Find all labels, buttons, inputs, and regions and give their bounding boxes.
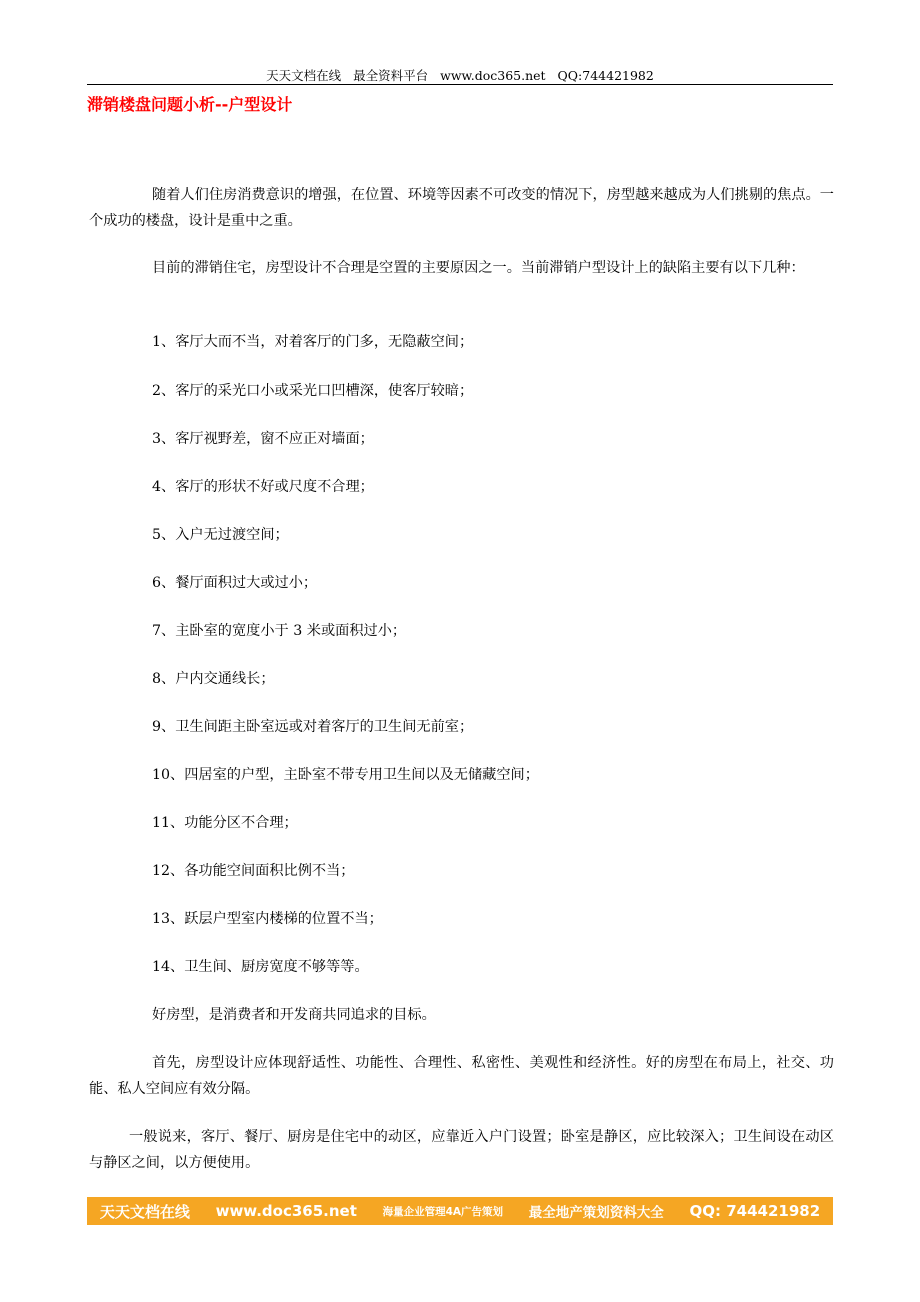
footer-site-name: 天天文档在线 [99, 1202, 190, 1221]
list-item: 14、卫生间、厨房宽度不够等等。 [152, 959, 369, 975]
page-header [87, 66, 833, 84]
footer-tagline: 海量企业管理4A广告策划 [382, 1205, 504, 1218]
list-item: 8、户内交通线长； [152, 671, 275, 687]
header-site-name: 天天文档在线 [266, 68, 342, 83]
document-title: 滞销楼盘问题小析--户型设计 [87, 95, 293, 114]
footer-banner[interactable] [87, 1197, 833, 1225]
header-slogan: 最全资料平台 [353, 68, 429, 83]
list-item: 5、入户无过渡空间； [152, 527, 289, 543]
header-qq: QQ:744421982 [557, 68, 654, 83]
list-item: 4、客厅的形状不好或尺度不合理； [152, 479, 374, 495]
paragraph-intro: 随着人们住房消费意识的增强，在位置、环境等因素不可改变的情况下，房型越来越成为人们挑剔的焦点。一个成功的楼盘，设计是重中之重。 [89, 187, 834, 229]
list-item: 6、餐厅面积过大或过小； [152, 575, 318, 591]
footer-url[interactable]: www.doc365.net [215, 1202, 357, 1220]
paragraph-zoning: 一般说来，客厅、餐厅、厨房是住宅中的动区，应靠近入户门设置；卧室是静区，应比较深入；卫生间设在动区与静区之间，以方便使用。 [89, 1129, 834, 1171]
paragraph-goal: 好房型，是消费者和开发商共同追求的目标。 [152, 1007, 436, 1023]
list-item: 13、跃层户型室内楼梯的位置不当； [152, 911, 383, 927]
header-divider [87, 84, 833, 85]
list-item: 10、四居室的户型，主卧室不带专用卫生间以及无储藏空间； [152, 767, 539, 783]
list-item: 2、客厅的采光口小或采光口凹槽深，使客厅较暗； [152, 383, 474, 399]
list-item: 3、客厅视野差，窗不应正对墙面； [152, 431, 374, 447]
footer-qq: QQ: 744421982 [689, 1202, 821, 1220]
header-url[interactable]: www.doc365.net [440, 68, 546, 83]
list-item: 9、卫生间距主卧室远或对着客厅的卫生间无前室； [152, 719, 474, 735]
footer-tagline-2: 最全地产策划资料大全 [528, 1205, 664, 1221]
paragraph-principles: 首先，房型设计应体现舒适性、功能性、合理性、私密性、美观性和经济性。好的房型在布局上，社交、功能、私人空间应有效分隔。 [89, 1055, 834, 1097]
paragraph-defects-intro: 目前的滞销住宅，房型设计不合理是空置的主要原因之一。当前滞销户型设计上的缺陷主要有以下几种： [152, 260, 805, 276]
list-item: 11、功能分区不合理； [152, 815, 298, 831]
list-item: 7、主卧室的宽度小于 3 米或面积过小； [152, 623, 407, 639]
list-item: 12、各功能空间面积比例不当； [152, 863, 355, 879]
list-item: 1、客厅大而不当，对着客厅的门多，无隐蔽空间； [152, 334, 474, 350]
